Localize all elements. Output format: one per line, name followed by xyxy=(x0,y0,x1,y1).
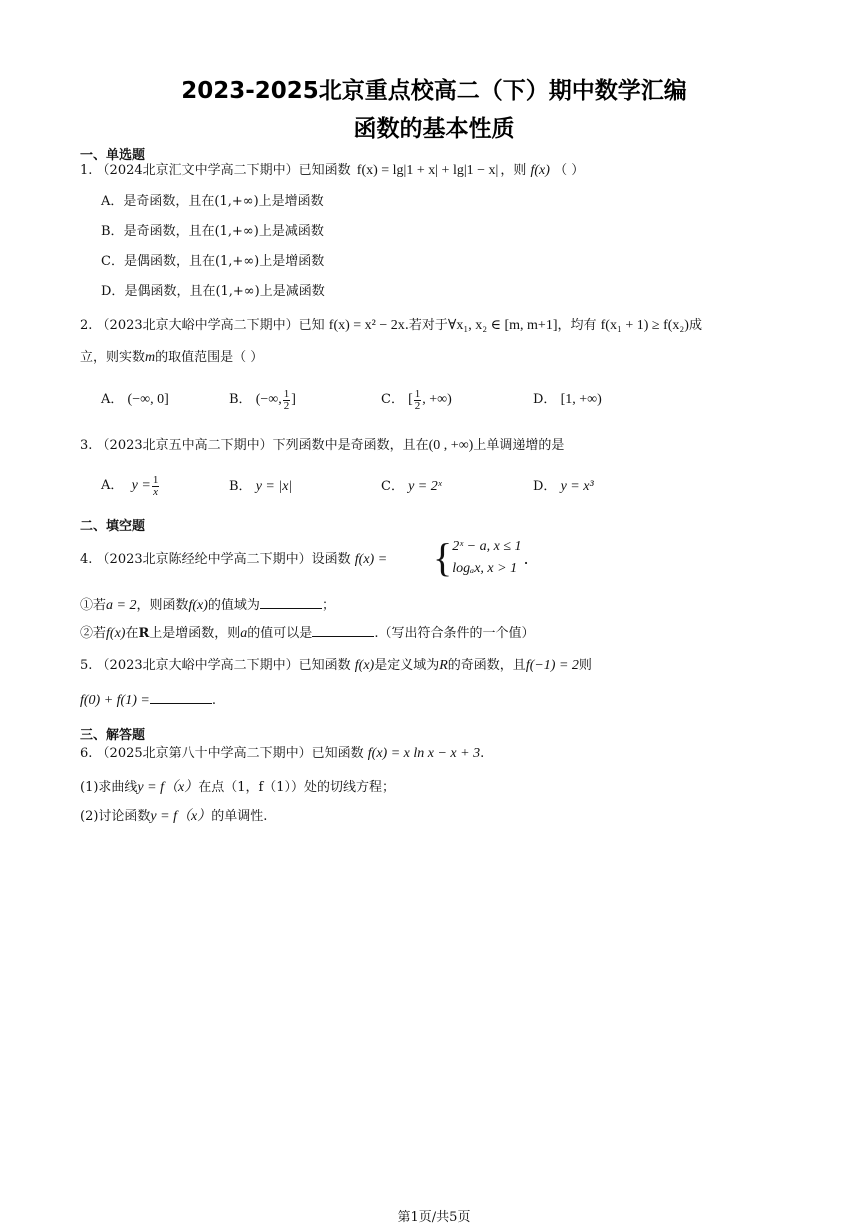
option-c[interactable]: C． y = 2ˣ xyxy=(381,479,442,494)
option-b[interactable]: B． y = |x| xyxy=(229,479,293,494)
question-6-part-2: (2)讨论函数y = f（x）的单调性. xyxy=(80,809,268,824)
question-source: （2023北京大峪中学高二下期中）已知 xyxy=(96,318,325,333)
question-source: （2025北京第八十中学高二下期中）已知函数 xyxy=(96,746,364,761)
question-6-part-1: (1)求曲线y = f（x）在点（1，f（1））处的切线方程； xyxy=(80,780,396,795)
option-d[interactable]: D． y = x³ xyxy=(533,479,594,494)
option-a[interactable]: A． y = $\frac{1}{x}$ xyxy=(101,473,159,498)
answer-blank[interactable] xyxy=(260,596,322,609)
option-d[interactable]: D． [1, +∞) xyxy=(533,392,602,407)
question-text: ，则 xyxy=(500,163,527,178)
page-footer: 第1页/共5页 xyxy=(397,1210,471,1225)
question-4: 4. （2023北京陈经纶中学高二下期中）设函数 f(x) = xyxy=(80,552,388,567)
answer-paren: （ ） xyxy=(554,163,585,178)
page-title: 2023-2025北京重点校高二（下）期中数学汇编 xyxy=(181,78,687,104)
question-source: （2023北京陈经纶中学高二下期中）设函数 xyxy=(96,552,351,567)
question-3: 3. （2023北京五中高二下期中）下列函数中是奇函数，且在(0 , +∞)上单调递增的是 xyxy=(80,438,565,453)
option-a[interactable]: A．是奇函数，且在(1,+∞)上是增函数 xyxy=(101,194,324,209)
piecewise-function: { 2ˣ − a, x ≤ 1 logₐx, x > 1 . xyxy=(433,535,529,580)
question-source: （2024北京汇文中学高二下期中）已知函数 xyxy=(96,163,351,178)
question-5: 5. （2023北京大峪中学高二下期中）已知函数 f(x)是定义域为R的奇函数，且f(−1) = 2则 xyxy=(80,658,592,673)
question-6: 6. （2025北京第八十中学高二下期中）已知函数 f(x) = x ln x − x + 3. xyxy=(80,746,485,761)
function-symbol: f(x) xyxy=(530,163,550,178)
question-source: （2023北京大峪中学高二下期中）已知函数 xyxy=(96,658,351,673)
question-number: 1. xyxy=(80,163,93,178)
function-expression: f(x) = x ln x − x + 3 xyxy=(367,746,481,761)
section-heading-fill-in: 二、填空题 xyxy=(80,519,146,534)
option-b[interactable]: B．是奇函数，且在(1,+∞)上是减函数 xyxy=(101,224,324,239)
piecewise-case-1: 2ˣ − a, x ≤ 1 xyxy=(452,539,522,554)
question-4-part-1: ①若a = 2，则函数f(x)的值域为 ； xyxy=(80,598,335,613)
function-symbol: f(x) = xyxy=(354,552,388,567)
interval-expression: (0 , +∞) xyxy=(428,438,474,453)
question-4-part-2: ②若f(x)在R上是增函数，则a的值可以是 .（写出符合条件的一个值） xyxy=(80,626,535,641)
question-1 xyxy=(80,162,584,180)
inequality-expression: f(x₁ + 1) ≥ f(x₂) xyxy=(600,318,689,333)
function-expression: f(x) = x² − 2x xyxy=(328,318,405,333)
option-d[interactable]: D．是偶函数，且在(1,+∞)上是减函数 xyxy=(101,284,325,299)
section-heading-single-choice: 一、单选题 xyxy=(80,148,146,163)
question-source: （2023北京五中高二下期中）下列函数中是奇函数，且在 xyxy=(96,438,429,453)
brace-icon: { xyxy=(433,535,453,580)
condition-expression: ∀x₁, x₂ ∈ [m, m+1] xyxy=(447,318,558,333)
option-c[interactable]: C． [ $\frac{1}{2}$ , +∞) xyxy=(381,387,452,412)
option-c[interactable]: C．是偶函数，且在(1,+∞)上是增函数 xyxy=(101,254,325,269)
option-a[interactable]: A． (−∞, 0] xyxy=(101,392,169,407)
function-expression: f(x) = lg|1 + x| + lg|1 − x| xyxy=(356,163,499,178)
option-b[interactable]: B． (−∞, $\frac{1}{2}$ ] xyxy=(229,387,296,412)
page-subtitle: 函数的基本性质 xyxy=(353,116,515,142)
question-2-line2: 立，则实数m的取值范围是（ ） xyxy=(80,350,264,365)
answer-blank[interactable] xyxy=(150,691,212,704)
piecewise-case-2: logₐx, x > 1 xyxy=(452,561,518,576)
question-5-line2: f(0) + f(1) = . xyxy=(80,693,216,708)
answer-blank[interactable] xyxy=(312,624,374,637)
section-heading-answer: 三、解答题 xyxy=(80,728,146,743)
question-2: 2. （2023北京大峪中学高二下期中）已知 f(x) = x² − 2x.若对于∀x₁, x₂ ∈ [m, m+1]，均有 f(x₁ + 1) ≥ f(x₂)成 xyxy=(80,318,702,333)
